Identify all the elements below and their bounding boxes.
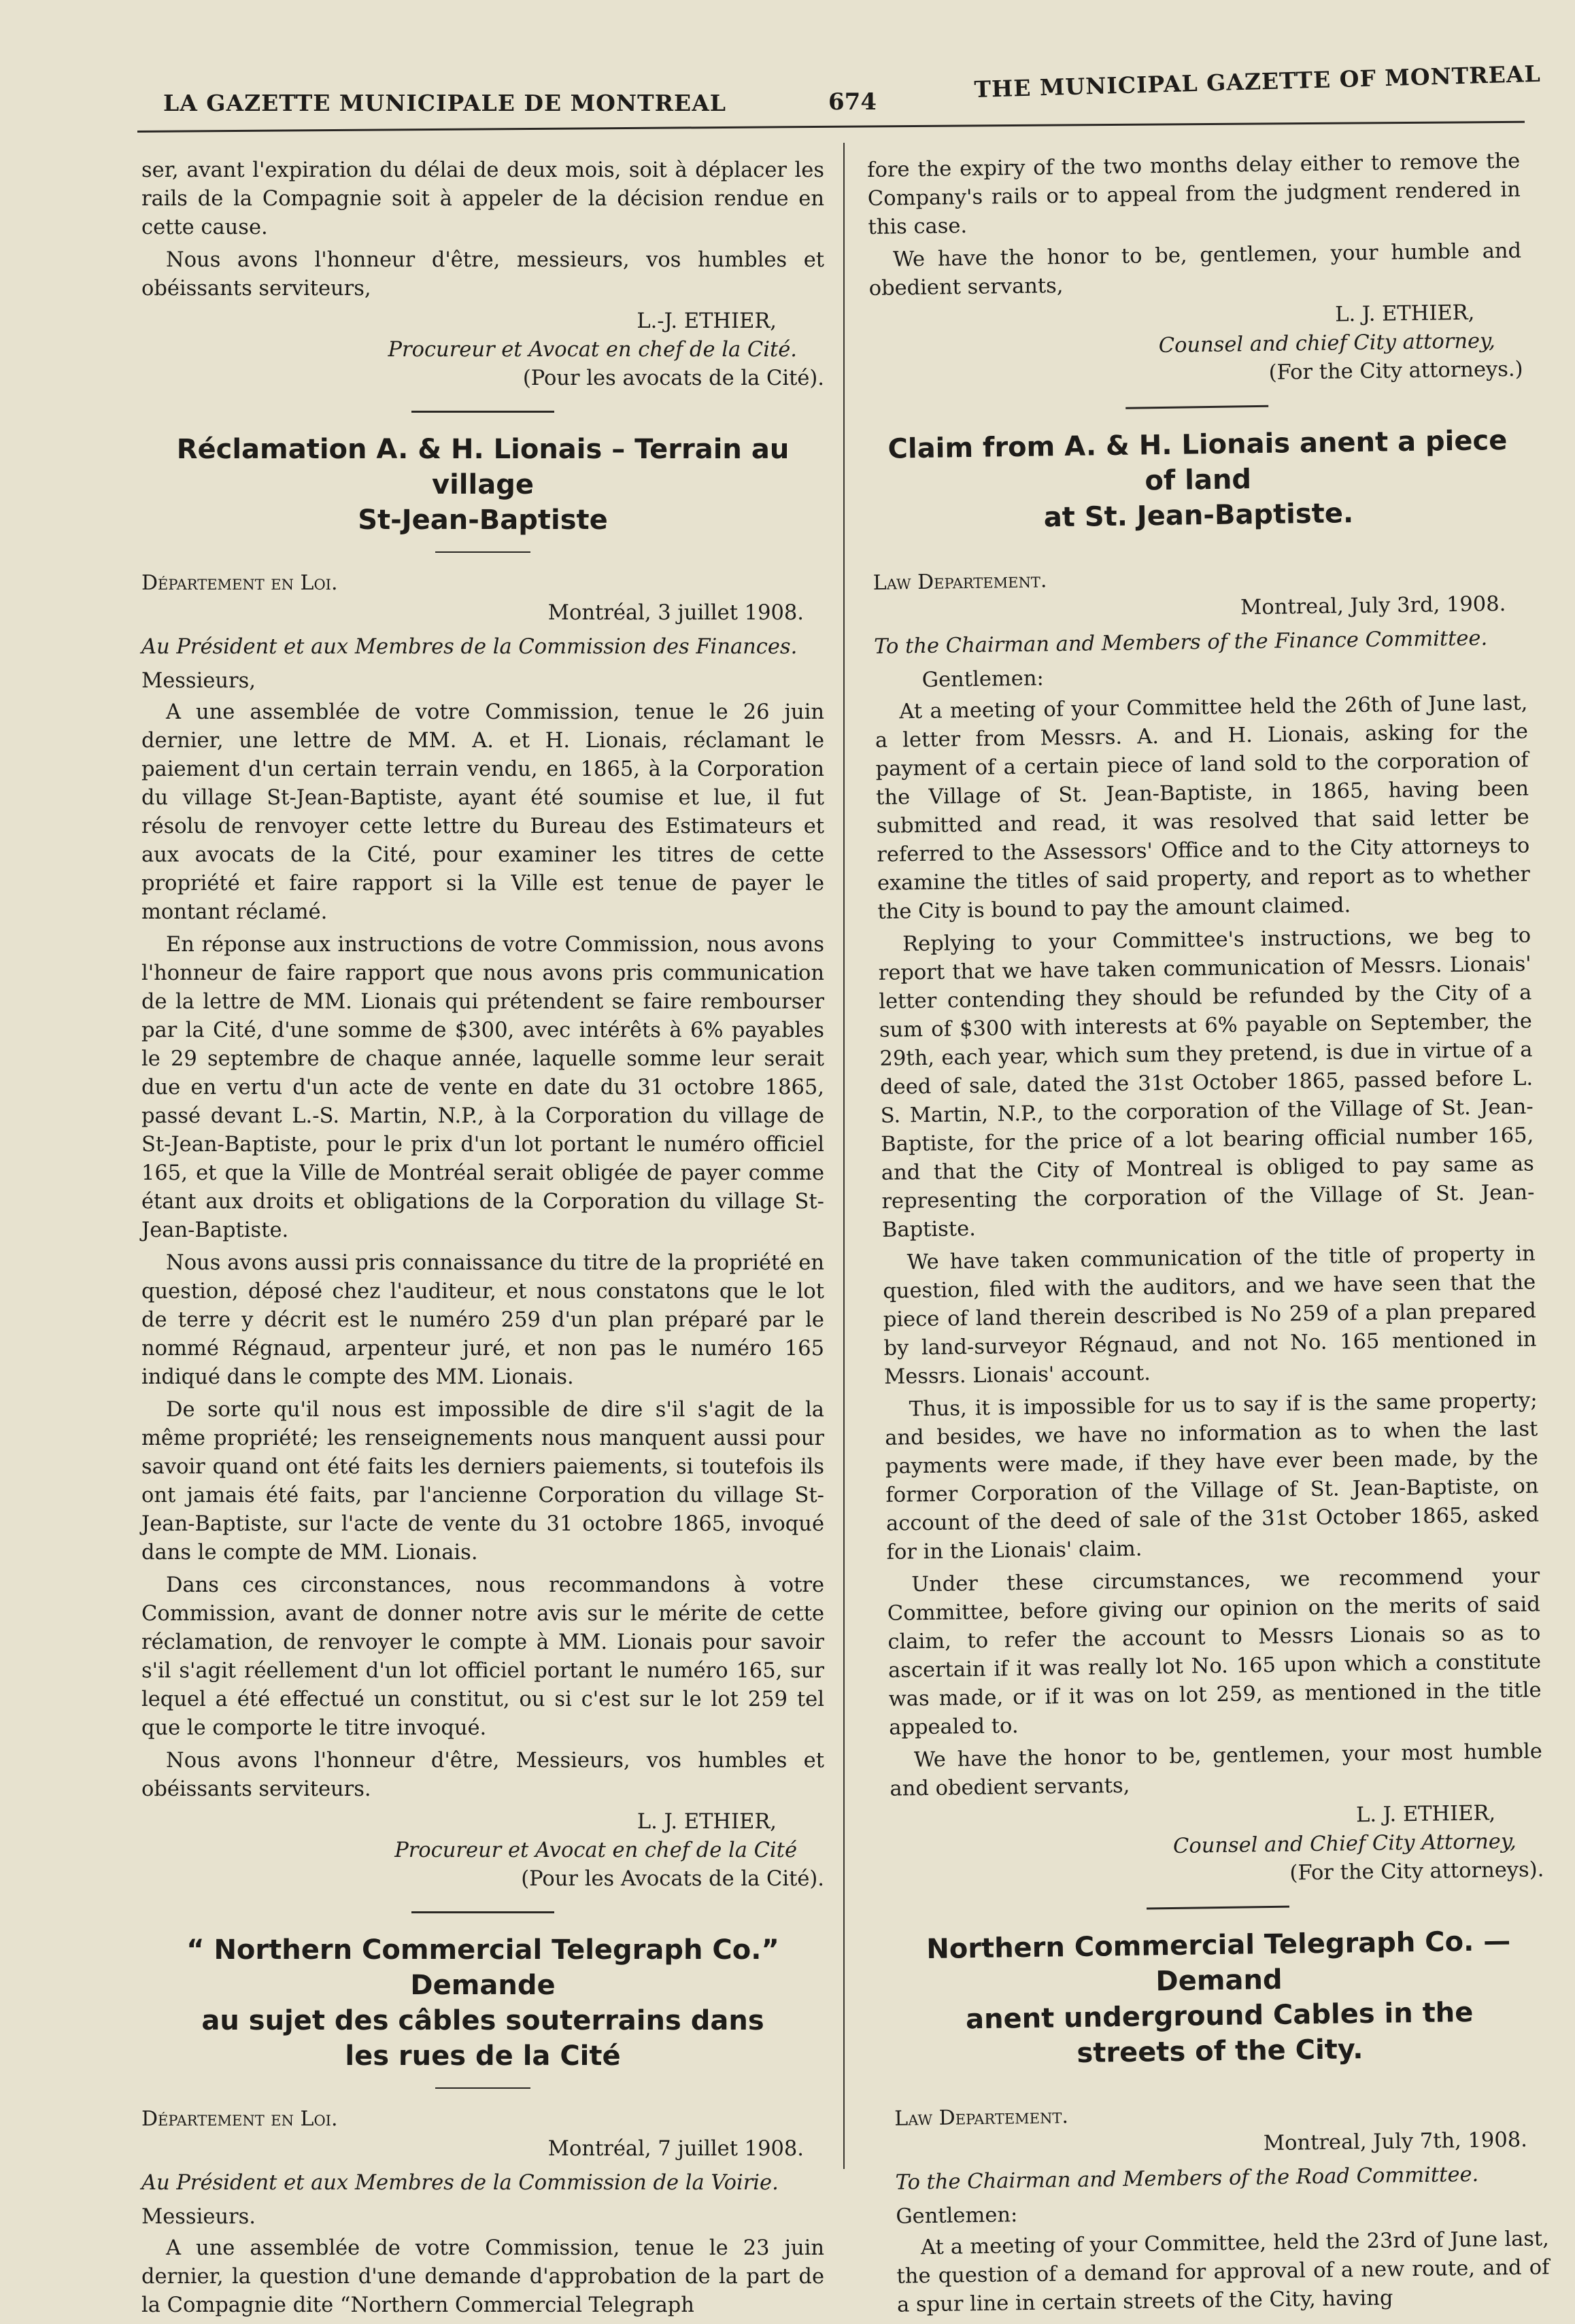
intro-closing: We have the honor to be, gentlemen, your humble and obedient servants,: [868, 239, 1522, 301]
title-underline: [435, 551, 530, 553]
section-title-line: les rues de la Cité: [345, 2040, 621, 2072]
english-column: [867, 148, 1550, 2324]
section-title-line: streets of the City.: [1077, 2034, 1364, 2069]
section-divider: [1125, 405, 1268, 409]
section-title: [871, 423, 1525, 538]
section-divider: [411, 411, 554, 413]
department-label: Law Departement.: [894, 2104, 1069, 2131]
signature-role-note: (Pour les Avocats de la Cité).: [521, 1867, 824, 1891]
intro-paragraph: fore the expiry of the two months delay either to remove the Company's rails or to appeal from the judgment rendered in this case.: [867, 149, 1521, 239]
column-divider: [843, 143, 845, 2169]
signature-role: Counsel and chief City attorney,: [1158, 329, 1496, 358]
body-paragraph: Dans ces circonstances, nous recommandons à votre Commission, avant de donner notre avis sur le mérite de cette réclamation, de renvoyer le compte à MM. Lionais pour savoir s'il s'agit réellement d'un lot officiel portant le numéro 165, sur lequel a été effectué un constitut, ou si c'est sur le lot 259 tel que le comporte le titre invoqué.: [141, 1573, 824, 1740]
section-title: [141, 1932, 824, 2074]
salutation: Gentlemen:: [921, 666, 1045, 692]
letter-date: Montréal, 3 juillet 1908.: [547, 601, 804, 625]
title-underline: [435, 2087, 530, 2089]
body-paragraph: At a meeting of your Committee, held the 23rd of June last, the question of a demand for approval of a new route, and of a spur line in certain streets of the City, having: [896, 2227, 1550, 2317]
section-title-line: au sujet des câbles souterrains dans: [201, 2005, 764, 2036]
body-paragraph: We have taken communication of the title of property in question, filed with the auditors, and we have seen that the piece of land therein described is No 259 of a plan prepared by land-surveyor Régnaud, and not No. 165 mentioned in Messrs. Lionais' account.: [883, 1242, 1537, 1389]
letter-date: Montreal, July 7th, 1908.: [1263, 2128, 1528, 2156]
intro-paragraph: ser, avant l'expiration du délai de deux mois, soit à déplacer les rails de la Compagnie soit à appeler de la décision rendue en cette cause.: [141, 158, 824, 239]
section-title-line: Claim from A. & H. Lionais anent a piece of land: [887, 424, 1508, 497]
body-paragraph: Nous avons l'honneur d'être, Messieurs, vos humbles et obéissants serviteurs.: [141, 1749, 824, 1801]
section-title: [141, 432, 824, 538]
salutation: Gentlemen:: [896, 2203, 1018, 2229]
signature-name: L. J. ETHIER,: [1334, 301, 1475, 327]
section-title-line: Réclamation A. & H. Lionais – Terrain au village: [176, 434, 790, 500]
header-english-title: THE MUNICIPAL GAZETTE OF MONTREAL: [974, 60, 1542, 103]
signature-role: Counsel and Chief City Attorney,: [1172, 1829, 1517, 1858]
body-paragraph: Thus, it is impossible for us to say if is the same property; and besides, we have no information as to when the last payments were made, if they have ever been made, by the former Corporation of the Village of St. Jean-Baptiste, on account of the deed of sale of the 31st October 1865, asked for in the Lionais' claim.: [885, 1388, 1540, 1565]
body-paragraph: Replying to your Committee's instructions, we beg to report that we have taken communication of Messrs. Lionais' letter contending they should be refunded by the City of a sum of $300 with interests at 6% payable on September, the 29th, each year, which sum they pretend, is due in virtue of a deed of sale, dated the 31st October 1865, passed before L. S. Martin, N.P., to the corporation of the Village of St. Jean-Baptiste, for the price of a lot bearing official number 165, and that the City of Montreal is obliged to pay same as representing the corporation of the Village of St. Jean-Baptiste.: [878, 923, 1535, 1242]
department-label: Département en Loi.: [141, 571, 338, 595]
french-column: [141, 156, 824, 2324]
letter-addressee: Au Président et aux Membres de la Commission de la Voirie.: [141, 2171, 779, 2195]
section-title-line: at St. Jean-Baptiste.: [1043, 498, 1354, 534]
salutation: Messieurs.: [141, 2205, 256, 2229]
signature-role-note: (For the City attorneys).: [1289, 1858, 1544, 1885]
signature-role-note: (Pour les avocats de la Cité).: [522, 366, 824, 390]
signature-role-note: (For the City attorneys.): [1268, 357, 1523, 385]
signature-name: L.-J. ETHIER,: [637, 309, 777, 333]
page-number: 674: [828, 88, 877, 116]
body-paragraph: At a meeting of your Committee held the 26th of June last, a letter from Messrs. A. and H. Lionais, asking for the payment of a certain piece of land sold to the corporation of the Village of St. Jean-Baptiste, in 1865, having been submitted and read, it was resolved that said letter be referred to the Assessors' Office and to the City attorneys to examine the titles of said property, and report as to whether the City is bound to pay the amount claimed.: [875, 691, 1531, 924]
letter-date: Montreal, July 3rd, 1908.: [1240, 592, 1506, 620]
signature-role: Procureur et Avocat en chef de la Cité.: [388, 338, 797, 362]
section-divider: [1147, 1906, 1289, 1910]
letter-addressee: To the Chairman and Members of the Road Committee.: [895, 2162, 1479, 2195]
body-paragraph: A une assemblée de votre Commission, tenue le 23 juin dernier, la question d'une demande d'approbation de la part de la Compagnie dite “Northern Commercial Telegraph: [141, 2236, 824, 2317]
salutation: Messieurs,: [141, 669, 256, 693]
body-paragraph: Nous avons aussi pris connaissance du titre de la propriété en question, déposé chez l'auditeur, et nous constatons que le lot de terre y décrit est le numéro 259 d'un plan préparé par le nommé Régnaud, arpenteur juré, et non pas le numéro 165 indiqué dans le compte des MM. Lionais.: [141, 1251, 824, 1389]
section-divider: [411, 1911, 554, 1913]
signature-role: Procureur et Avocat en chef de la Cité: [394, 1839, 797, 1862]
signature-name: L. J. ETHIER,: [1355, 1801, 1496, 1828]
body-paragraph: De sorte qu'il nous est impossible de dire s'il s'agit de la même propriété; les renseignements nous manquent aussi pour savoir quand ont été faits les derniers paiements, si toutefois ils ont jamais été faits, par l'ancienne Corporation du village St-Jean-Baptiste, sur l'acte de vente du 31 octobre 1865, invoqué dans le compte de MM. Lionais.: [141, 1398, 824, 1565]
department-label: Département en Loi.: [141, 2107, 338, 2131]
body-paragraph: A une assemblée de votre Commission, tenue le 26 juin dernier, une lettre de MM. A. et H. Lionais, réclamant le paiement d'un certain terrain vendu, en 1865, à la Corporation du village St-Jean-Baptiste, ayant été soumise et lue, il fut résolu de renvoyer cette lettre du Bureau des Estimateurs et aux avocats de la Cité, pour examiner les titres de cette propriété et faire rapport si la Ville est tenue de payer le montant réclamé.: [141, 700, 824, 924]
body-paragraph: We have the honor to be, gentlemen, your most humble and obedient servants,: [890, 1739, 1543, 1801]
letter-addressee: Au Président et aux Membres de la Commission des Finances.: [141, 635, 798, 659]
section-title-line: anent underground Cables in the: [965, 1996, 1474, 2036]
body-paragraph: En réponse aux instructions de votre Commission, nous avons l'honneur de faire rapport que nous avons pris communication de la lettre de MM. Lionais qui prétendent se faire rembourser par la Cité, d'une somme de $300, avec intérêts à 6% payables le 29 septembre de chaque année, laquelle somme leur serait due en vertu d'un acte de vente en date du 31 octobre 1865, passé devant L.-S. Martin, N.P., à la Corporation du village de St-Jean-Baptiste, pour le prix d'un lot portant le numéro officiel 165, et que la Ville de Montréal serait obligée de payer comme étant aux droits et obligations de la Corporation du village St-Jean-Baptiste.: [141, 933, 824, 1242]
section-title-line: “ Northern Commercial Telegraph Co.” Demande: [186, 1934, 779, 2001]
section-title-line: St-Jean-Baptiste: [358, 505, 608, 536]
header-french-title: LA GAZETTE MUNICIPALE DE MONTREAL: [163, 90, 727, 116]
intro-closing: Nous avons l'honneur d'être, messieurs, vos humbles et obéissants serviteurs,: [141, 248, 824, 301]
letter-date: Montréal, 7 juillet 1908.: [547, 2137, 804, 2161]
body-paragraph: Under these circumstances, we recommend your Committee, before giving our opinion on the merits of said claim, to refer the account to Messrs Lionais so as to ascertain if it was really lot No. 165 upon which a constitute was made, or if it was on lot 259, as mentioned in the title appealed to.: [887, 1564, 1542, 1740]
letter-addressee: To the Chairman and Members of the Finance Committee.: [873, 626, 1488, 659]
section-title: [892, 1923, 1546, 2073]
page-header: [0, 0, 1575, 136]
header-rule: [137, 121, 1525, 133]
section-title-line: Northern Commercial Telegraph Co. — Demand: [926, 1926, 1511, 1998]
department-label: Law Departement.: [873, 568, 1047, 595]
signature-name: L. J. ETHIER,: [637, 1810, 777, 1834]
